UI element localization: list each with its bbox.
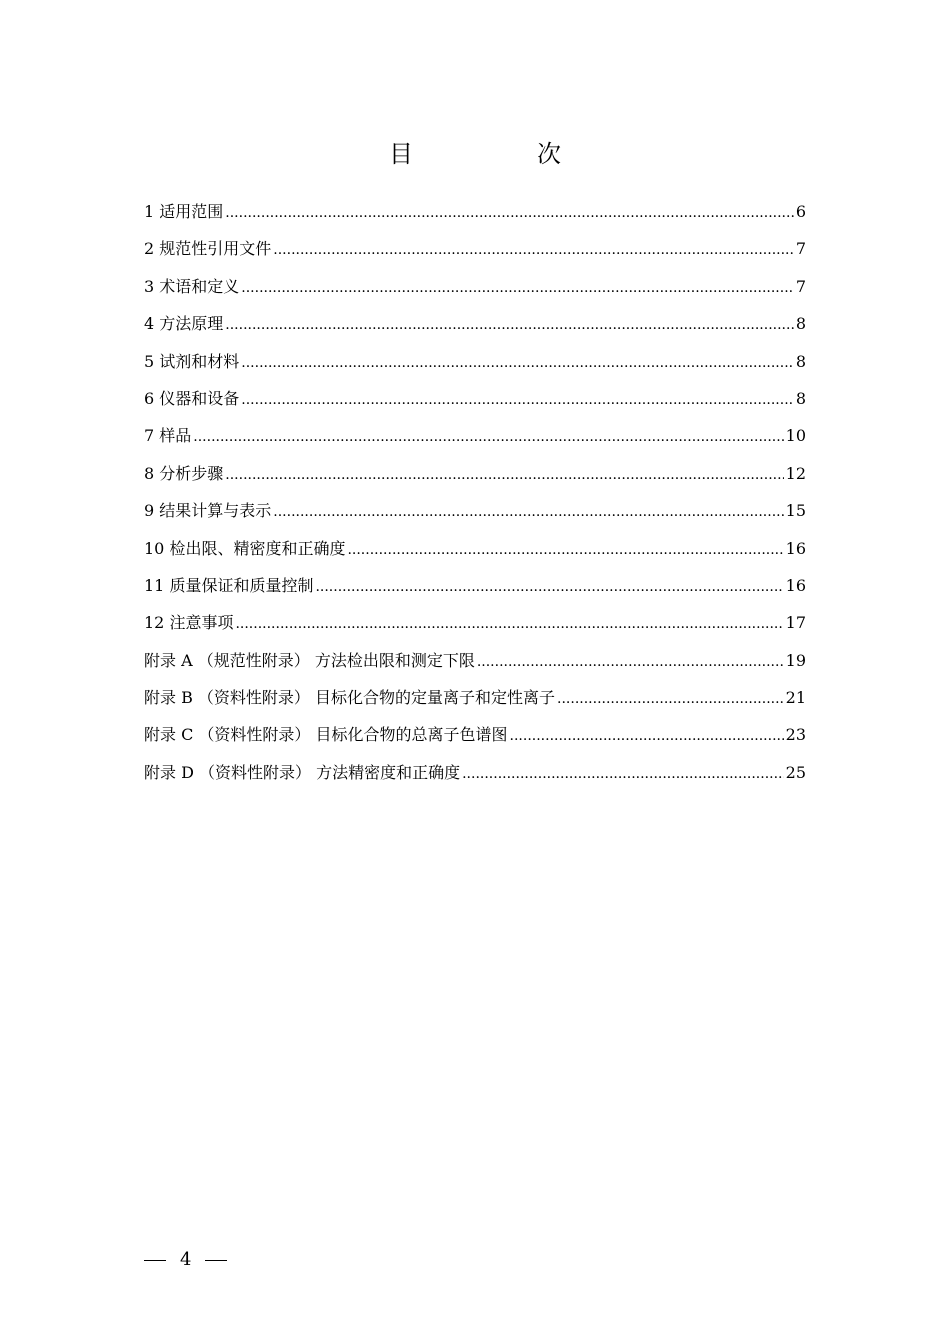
- toc-entry[interactable]: [144, 649, 806, 686]
- toc-entry[interactable]: [144, 237, 806, 274]
- toc-entry-page: 7: [795, 239, 806, 259]
- page-title: 目 次: [389, 140, 611, 168]
- toc-entry[interactable]: [144, 275, 806, 312]
- toc-entry-label: 9 结果计算与表示: [144, 501, 272, 521]
- toc-entry[interactable]: [144, 312, 806, 349]
- toc-leader-dots: [315, 575, 783, 599]
- toc-entry-label: 附录 A （规范性附录） 方法检出限和测定下限: [144, 650, 475, 670]
- toc-leader-dots: [235, 612, 783, 636]
- footer-dash-left: [144, 1260, 166, 1261]
- toc-entry-label: 5 试剂和材料: [144, 351, 240, 371]
- toc-entry-label: 1 适用范围: [144, 202, 224, 221]
- toc-leader-dots: [241, 351, 794, 375]
- toc-entry[interactable]: [144, 200, 806, 237]
- toc-entry[interactable]: [144, 499, 806, 536]
- toc-entry-page: 16: [785, 575, 806, 595]
- toc-entry[interactable]: [144, 462, 806, 499]
- toc-entry-page: 17: [785, 613, 806, 633]
- toc-entry[interactable]: [144, 537, 806, 574]
- toc-entry-label: 2 规范性引用文件: [144, 239, 272, 259]
- toc-entry-page: 23: [785, 725, 806, 745]
- toc-leader-dots: [477, 650, 784, 674]
- toc-entry-label: 4 方法原理: [144, 314, 224, 334]
- toc-entry-label: 附录 C （资料性附录） 目标化合物的总离子色谱图: [144, 725, 508, 745]
- toc-entry-page: 16: [785, 538, 806, 558]
- toc-leader-dots: [241, 388, 794, 412]
- toc-entry-page: 19: [785, 650, 806, 670]
- toc-leader-dots: [225, 201, 794, 225]
- toc-entry[interactable]: [144, 574, 806, 611]
- toc-entry-page: 10: [785, 426, 806, 446]
- toc-entry-page: 6: [795, 202, 806, 221]
- toc-leader-dots: [462, 762, 784, 786]
- toc-leader-dots: [273, 500, 783, 524]
- toc-entry-label: 附录 D （资料性附录） 方法精密度和正确度: [144, 762, 461, 782]
- table-of-contents: [144, 200, 806, 798]
- toc-entry-page: 21: [785, 688, 806, 708]
- toc-entry-page: 15: [785, 501, 806, 521]
- toc-leader-dots: [225, 463, 783, 487]
- toc-entry[interactable]: [144, 761, 806, 798]
- toc-entry-label: 6 仪器和设备: [144, 388, 240, 408]
- toc-entry-label: 12 注意事项: [144, 613, 234, 633]
- toc-entry[interactable]: [144, 387, 806, 424]
- toc-entry-page: 8: [795, 314, 806, 334]
- toc-entry[interactable]: [144, 723, 806, 760]
- toc-leader-dots: [193, 425, 783, 449]
- toc-entry-label: 3 术语和定义: [144, 276, 240, 296]
- toc-entry[interactable]: [144, 350, 806, 387]
- toc-entry-label: 11 质量保证和质量控制: [144, 575, 314, 595]
- page-number: 4: [180, 1249, 192, 1270]
- toc-entry-label: 附录 B （资料性附录） 目标化合物的定量离子和定性离子: [144, 688, 556, 708]
- toc-entry-page: 8: [795, 351, 806, 371]
- toc-leader-dots: [241, 276, 794, 300]
- toc-leader-dots: [557, 687, 784, 711]
- toc-entry[interactable]: [144, 424, 806, 461]
- page-footer: [144, 1248, 227, 1272]
- toc-entry-page: 8: [795, 388, 806, 408]
- toc-entry-page: 7: [795, 276, 806, 296]
- toc-entry[interactable]: [144, 686, 806, 723]
- footer-dash-right: [205, 1260, 227, 1261]
- toc-entry[interactable]: [144, 611, 806, 648]
- toc-entry-label: 8 分析步骤: [144, 463, 224, 483]
- toc-leader-dots: [347, 538, 783, 562]
- toc-leader-dots: [273, 238, 794, 262]
- toc-leader-dots: [510, 724, 784, 748]
- toc-entry-label: 7 样品: [144, 426, 192, 446]
- toc-leader-dots: [225, 313, 794, 337]
- toc-entry-page: 25: [785, 762, 806, 782]
- toc-entry-label: 10 检出限、精密度和正确度: [144, 538, 346, 558]
- toc-entry-page: 12: [785, 463, 806, 483]
